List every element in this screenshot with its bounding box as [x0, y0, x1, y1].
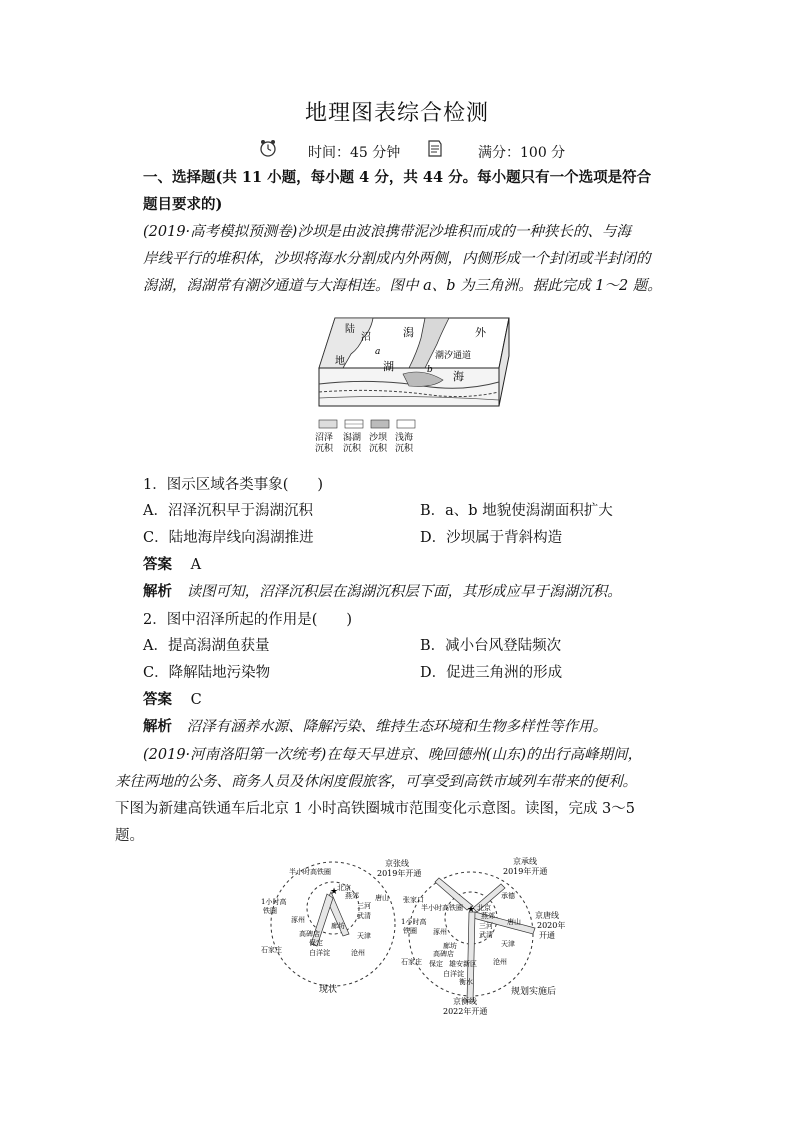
map-label: 雄安新区	[449, 960, 477, 968]
map-label: 承德	[501, 892, 515, 900]
answer-value: A	[190, 557, 202, 573]
paper-icon	[425, 138, 445, 162]
map-label: 2020年	[537, 921, 566, 930]
map-label: 京承线	[513, 857, 537, 866]
hsr-circle-map	[253, 852, 573, 1020]
legend-label: 沉积	[343, 444, 362, 454]
option-a: A．提高潟湖鱼获量	[143, 638, 270, 654]
map-label: 唐山	[507, 918, 521, 926]
label-land: 地	[335, 356, 345, 367]
label-lagoon: 湖	[383, 360, 394, 373]
map-label: 白洋淀	[309, 949, 330, 957]
lagoon-block-diagram	[313, 308, 517, 466]
map-label: 沧州	[493, 958, 507, 966]
label-land: 陆	[345, 324, 355, 335]
option-b: B．a、b 地貌使潟湖面积扩大	[420, 503, 613, 519]
option-d: D．沙坝属于背斜构造	[420, 530, 563, 546]
map-caption: 规划实施后	[511, 987, 557, 997]
map-label: 天津	[501, 940, 515, 948]
question-stem: 2．图中沼泽所起的作用是( )	[143, 612, 353, 628]
question-stem: 1．图示区域各类事象( )	[143, 477, 324, 493]
analysis-label: 解析	[143, 718, 172, 735]
label-tidal-channel: 潮汐通道	[435, 351, 472, 361]
option-a: A．沼泽沉积早于潟湖沉积	[143, 503, 313, 519]
passage-line: (2019·高考模拟预测卷)沙坝是由波浪携带泥沙堆积而成的一种狭长的、与海	[143, 224, 631, 240]
full-score: 满分：100 分	[478, 145, 566, 161]
map-planned	[377, 856, 565, 1016]
legend-label: 沉积	[395, 444, 414, 454]
map-label: 沧州	[351, 949, 365, 957]
legend-label: 沼泽	[315, 433, 334, 443]
map-label: 廊坊	[331, 922, 345, 930]
analysis-row	[143, 715, 607, 736]
legend-label: 沙坝	[369, 433, 388, 443]
map-label: 北京	[337, 884, 351, 892]
page-title: 地理图表综合检测	[304, 101, 489, 126]
map-label: 三河	[479, 922, 493, 930]
map-label: 2019年开通	[503, 867, 548, 876]
legend-label: 沉积	[315, 444, 334, 454]
analysis-label: 解析	[143, 583, 172, 600]
map-label: 北京	[477, 904, 491, 912]
map-label: 铁圈	[403, 927, 417, 935]
diagram-legend	[315, 420, 415, 454]
map-label: 三河	[357, 902, 371, 910]
label-lagoon: 潟	[403, 326, 414, 339]
legend-label: 潟湖	[343, 433, 362, 443]
option-b: B．减小台风登陆频次	[420, 638, 562, 654]
option-d: D．促进三角洲的形成	[420, 665, 563, 681]
map-label: 保定	[309, 939, 323, 947]
map-label: 张家口	[403, 896, 424, 904]
map-label: 京张线	[385, 859, 409, 868]
map-label: 石家庄	[261, 946, 282, 954]
analysis-row	[143, 580, 622, 601]
star-icon: ★	[330, 887, 339, 897]
label-sea: 海	[453, 370, 464, 383]
passage-line: (2019·河南洛阳第一次统考)在每天早进京、晚回德州(山东)的出行高峰期间，	[143, 747, 643, 763]
map-label: 保定	[429, 960, 443, 968]
label-a: a	[375, 347, 381, 357]
map-label: 唐山	[375, 894, 389, 902]
answer-label: 答案	[143, 556, 172, 573]
passage-line: 题。	[115, 828, 144, 844]
analysis-text: 读图可知，沼泽沉积层在潟湖沉积层下面，其形成应早于潟湖沉积。	[186, 584, 622, 600]
answer-label: 答案	[143, 691, 172, 708]
section-heading-cont: 题目要求的)	[143, 196, 223, 213]
map-label: 高碑店	[433, 950, 454, 958]
label-swamp: 沼	[361, 332, 371, 343]
map-label: 燕郊	[481, 912, 495, 920]
analysis-text: 沼泽有涵养水源、降解污染、维持生态环境和生物多样性等作用。	[186, 719, 608, 735]
map-label: 白洋淀	[443, 970, 464, 978]
passage-line: 岸线平行的堆积体，沙坝将海水分割成内外两侧，内侧形成一个封闭或半封闭的	[143, 251, 651, 267]
clock-icon	[258, 138, 278, 162]
map-label: 京唐线	[535, 911, 559, 920]
map-current	[261, 862, 395, 995]
label-outer-sea: 外	[475, 326, 486, 339]
legend-label: 沉积	[369, 444, 388, 454]
map-label: 天津	[357, 932, 371, 940]
map-label: 涿州	[291, 916, 305, 924]
map-label: 武清	[479, 931, 493, 939]
map-label: 开通	[539, 931, 555, 940]
map-label: 2022年开通	[443, 1007, 488, 1016]
time-limit: 时间：45 分钟	[308, 145, 401, 161]
label-b: b	[427, 365, 433, 375]
passage-line: 潟湖，潟湖常有潮汐通道与大海相连。图中 a、b 为三角洲。据此完成 1～2 题。	[143, 278, 662, 294]
answer-row	[143, 688, 202, 709]
map-label: 半小时高铁圈	[421, 904, 463, 912]
star-icon: ★	[467, 905, 476, 915]
map-label: 衡水	[459, 978, 473, 986]
answer-row	[143, 553, 201, 574]
map-label: 半小时高铁圈	[289, 868, 331, 876]
answer-value: C	[190, 692, 202, 708]
map-label: 京衡线	[453, 997, 477, 1006]
passage-line: 下图为新建高铁通车后北京 1 小时高铁圈城市范围变化示意图。读图，完成 3～5	[115, 801, 636, 817]
map-label: 石家庄	[401, 958, 422, 966]
section-heading: 一、选择题(共 11 小题，每小题 4 分，共 44 分。每小题只有一个选项是符合	[143, 169, 652, 186]
map-label: 1小时高	[401, 918, 427, 926]
map-caption: 现状	[319, 985, 338, 995]
map-label: 燕郊	[345, 892, 359, 900]
map-label: 1小时高	[261, 898, 287, 906]
map-label: 涿州	[433, 928, 447, 936]
option-c: C．降解陆地污染物	[143, 665, 271, 681]
passage-line: 来往两地的公务、商务人员及休闲度假旅客，可享受到高铁市域列车带来的便利。	[115, 774, 637, 790]
map-label: 2019年开通	[377, 869, 422, 878]
map-label: 高碑店	[299, 930, 320, 938]
legend-label: 浅海	[395, 433, 414, 443]
map-label: 武清	[357, 912, 371, 920]
map-label: 铁圈	[263, 907, 277, 915]
map-label: 廊坊	[443, 942, 457, 950]
option-c: C．陆地海岸线向潟湖推进	[143, 530, 314, 546]
